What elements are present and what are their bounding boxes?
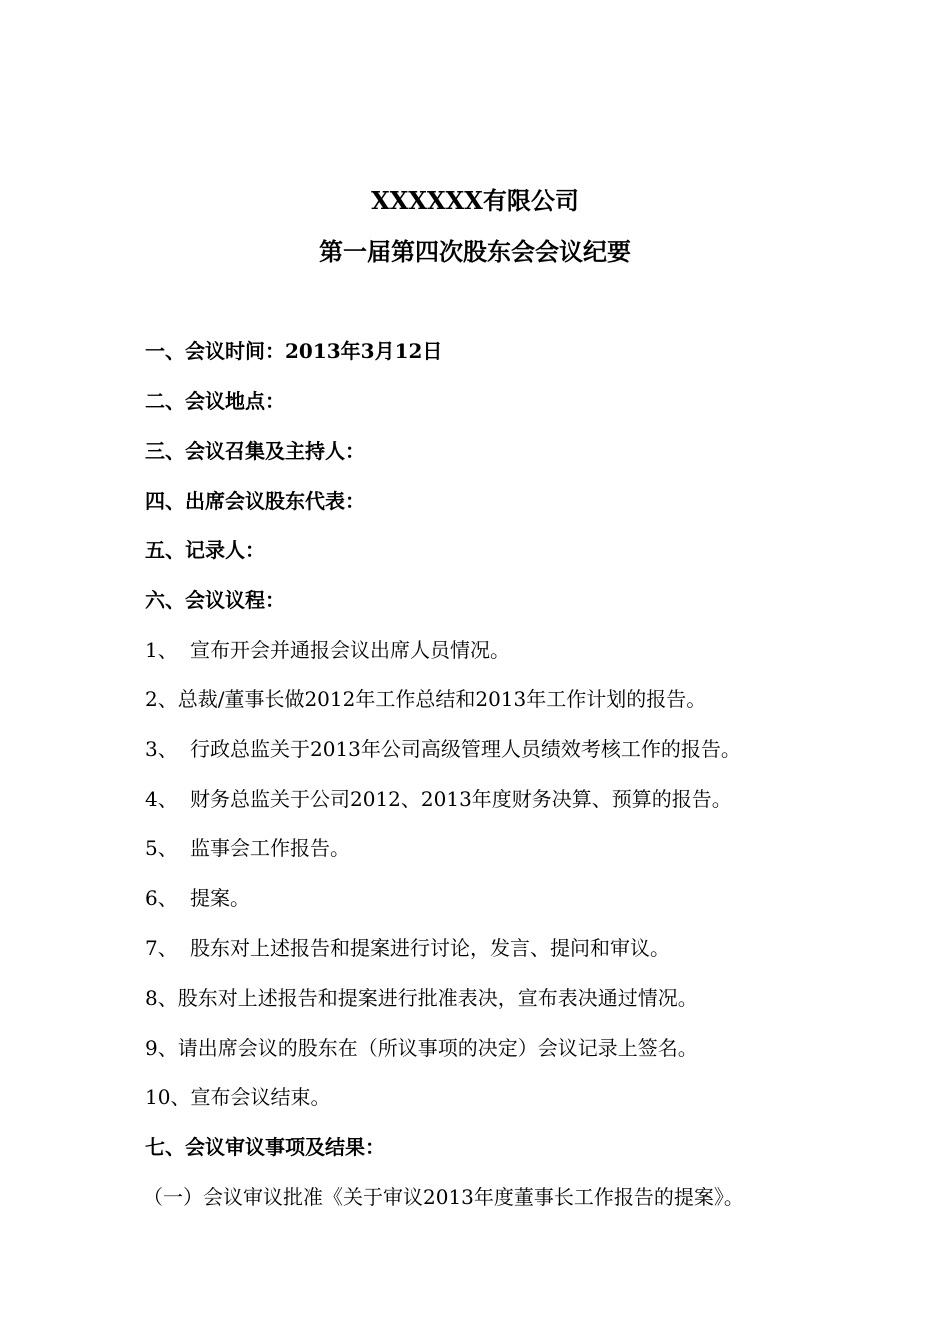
section-meeting-location: 二、会议地点：	[145, 389, 285, 413]
agenda-item-2: 2、总裁/董事长做2012年工作总结和2013年工作计划的报告。	[145, 687, 707, 711]
agenda-item-6	[145, 885, 250, 911]
agenda-item-number: 3、	[145, 737, 178, 761]
section-attending-shareholders: 四、出席会议股东代表：	[145, 489, 365, 513]
agenda-item-text: 宣布开会并通报会议出席人员情况。	[190, 638, 510, 662]
document-title-company: XXXXXX有限公司	[371, 186, 579, 215]
agenda-item-text: 股东对上述报告和提案进行讨论，发言、提问和审议。	[190, 936, 670, 960]
agenda-item-number: 5、	[145, 836, 178, 860]
agenda-item-3	[145, 736, 741, 762]
agenda-item-number: 7、	[145, 936, 178, 960]
section-agenda: 六、会议议程：	[145, 588, 285, 612]
agenda-item-10: 10、宣布会议结束。	[145, 1085, 331, 1109]
agenda-item-9: 9、请出席会议的股东在（所议事项的决定）会议记录上签名。	[145, 1036, 698, 1060]
agenda-item-text: 提案。	[190, 886, 250, 910]
agenda-item-text: 行政总监关于2013年公司高级管理人员绩效考核工作的报告。	[190, 737, 741, 761]
review-result-1: （一）会议审议批准《关于审议2013年度董事长工作报告的提案》。	[143, 1185, 744, 1209]
section-recorder: 五、记录人：	[145, 538, 265, 562]
agenda-item-number: 6、	[145, 886, 178, 910]
agenda-item-text: 监事会工作报告。	[190, 836, 350, 860]
agenda-item-7	[145, 935, 670, 961]
agenda-item-text: 财务总监关于公司2012、2013年度财务决算、预算的报告。	[190, 787, 732, 811]
section-review-results: 七、会议审议事项及结果：	[145, 1135, 385, 1159]
agenda-item-4	[145, 786, 732, 812]
agenda-item-number: 4、	[145, 787, 178, 811]
agenda-item-number: 1、	[145, 638, 178, 662]
document-title-meeting: 第一届第四次股东会会议纪要	[319, 237, 631, 266]
agenda-item-5	[145, 835, 350, 861]
section-meeting-time: 一、会议时间：2013年3月12日	[145, 339, 443, 363]
agenda-item-8: 8、股东对上述报告和提案进行批准表决，宣布表决通过情况。	[145, 986, 698, 1010]
agenda-item-1	[145, 637, 510, 663]
section-convener-host: 三、会议召集及主持人：	[145, 439, 365, 463]
